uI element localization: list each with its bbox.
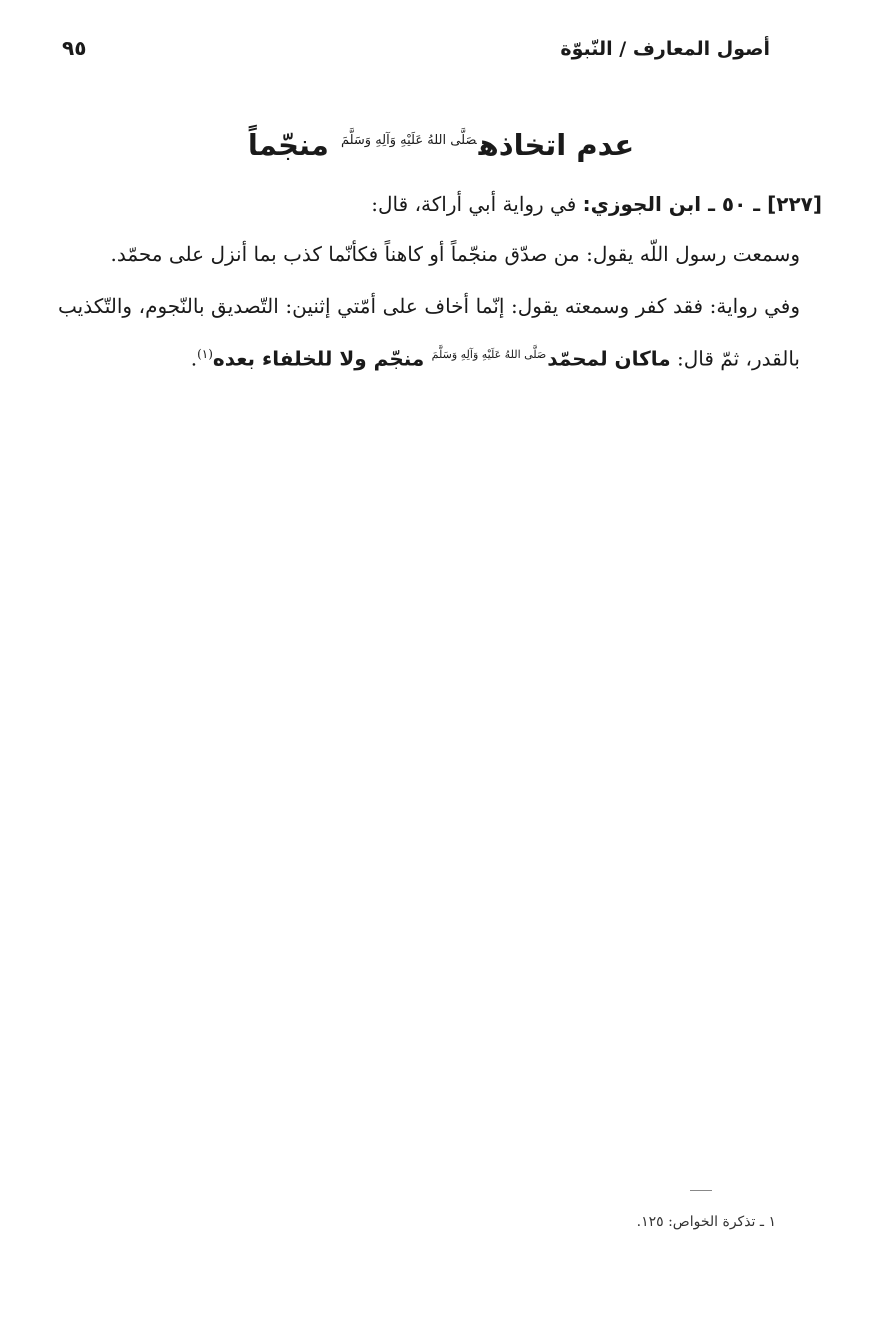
paragraph-2-text: وفي رواية: فقد كفر وسمعته يقول: إنّما أخاف على أمّتي إثنين: التّصديق بالنّجوم، والتّكذيب بالقدر، ثمّ قال:: [58, 294, 800, 371]
footnote-1: ١ ـ تذكرة الخواص: ١٢٥.: [636, 1214, 776, 1230]
paragraph-2-bold-2: منجّم ولا للخلفاء بعده: [212, 346, 425, 371]
footnote-marker: (١): [197, 347, 213, 361]
entry-intro: في رواية أبي أراكة، قال:: [371, 192, 577, 216]
heading-text-end: منجّماً: [247, 128, 329, 162]
section-heading: [0, 128, 882, 162]
footnote-divider: [690, 1190, 712, 1191]
paragraph-2: [58, 282, 822, 383]
running-title: أصول المعارف / النّبوّة: [560, 38, 770, 60]
entry-intro-line: [58, 186, 822, 222]
page-number: ٩٥: [62, 36, 87, 60]
entry-reference: [٢٢٧] ـ ٥٠ ـ ابن الجوزي:: [582, 192, 822, 216]
honorific-glyph-inline: صَلَّى اللهُ عَلَيْهِ وَآلِهِ وَسَلَّمَ: [431, 348, 547, 361]
heading-text-start: عدم اتخاذه: [478, 128, 635, 162]
paragraph-2-end: .: [190, 346, 198, 371]
paragraph-2-bold-1: ماكان لمحمّد: [547, 346, 671, 371]
entry-body: [58, 186, 822, 383]
honorific-glyph: صَلَّى اللهُ عَلَيْهِ وَآلِهِ وَسَلَّمَ: [340, 133, 477, 149]
paragraph-1: وسمعت رسول اللّه يقول: من صدّق منجّماً أو كاهناً فكأنّما كذب بما أنزل على محمّد.: [110, 242, 800, 266]
